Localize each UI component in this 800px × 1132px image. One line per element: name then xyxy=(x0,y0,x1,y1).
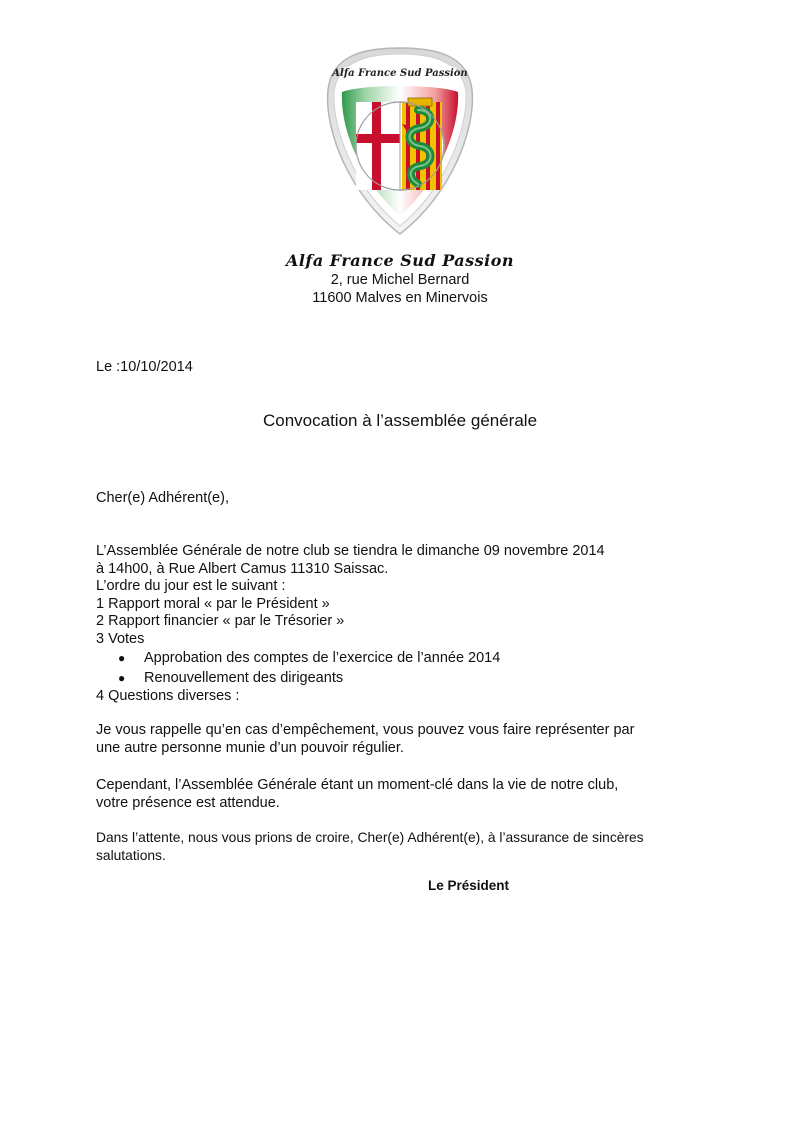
body-line-2: à 14h00, à Rue Albert Camus 11310 Saissac. xyxy=(96,560,389,577)
agenda-intro: L’ordre du jour est le suivant : xyxy=(96,578,286,594)
paragraph-2-line-1: Cependant, l’Assemblée Générale étant un moment-clé dans la vie de notre club, xyxy=(96,777,619,793)
agenda-item-3: 3 Votes xyxy=(96,630,145,647)
paragraph-2-line-2: votre présence est attendue. xyxy=(96,794,280,811)
bullet-text: Approbation des comptes de l’exercice de l’année 2014 xyxy=(144,650,501,666)
bullet-icon: ● xyxy=(118,651,126,665)
list-item xyxy=(118,670,343,688)
club-logo xyxy=(322,44,478,238)
signature: Le Président xyxy=(428,878,510,893)
svg-text:Alfa France Sud Passion: Alfa France Sud Passion xyxy=(332,68,468,79)
agenda-item-2: 2 Rapport financier « par le Trésorier » xyxy=(96,613,345,629)
letter-date: Le :10/10/2014 xyxy=(96,359,193,375)
body-line-1: L’Assemblée Générale de notre club se tiendra le dimanche 09 novembre 2014 xyxy=(96,543,605,559)
salutation: Cher(e) Adhérent(e), xyxy=(96,490,229,506)
club-name: Alfa France Sud Passion xyxy=(285,251,515,270)
list-item xyxy=(118,650,500,668)
bullet-text: Renouvellement des dirigeants xyxy=(144,670,344,686)
bullet-icon: ● xyxy=(118,671,126,685)
agenda-item-1: 1 Rapport moral « par le Président » xyxy=(96,595,330,612)
address-city: 11600 Malves en Minervois xyxy=(312,290,488,306)
paragraph-1-line-2: une autre personne munie d’un pouvoir régulier. xyxy=(96,739,404,756)
letter-title: Convocation à l’assemblée générale xyxy=(262,411,538,430)
paragraph-1-line-1: Je vous rappelle qu’en cas d’empêchement, vous pouvez vous faire représenter par xyxy=(96,722,635,738)
address-street: 2, rue Michel Bernard xyxy=(330,272,470,288)
paragraph-3-line-1: Dans l’attente, nous vous prions de croire, Cher(e) Adhérent(e), à l’assurance de sincères xyxy=(96,830,644,845)
agenda-item-4: 4 Questions diverses : xyxy=(96,688,240,704)
paragraph-3-line-2: salutations. xyxy=(96,847,166,863)
